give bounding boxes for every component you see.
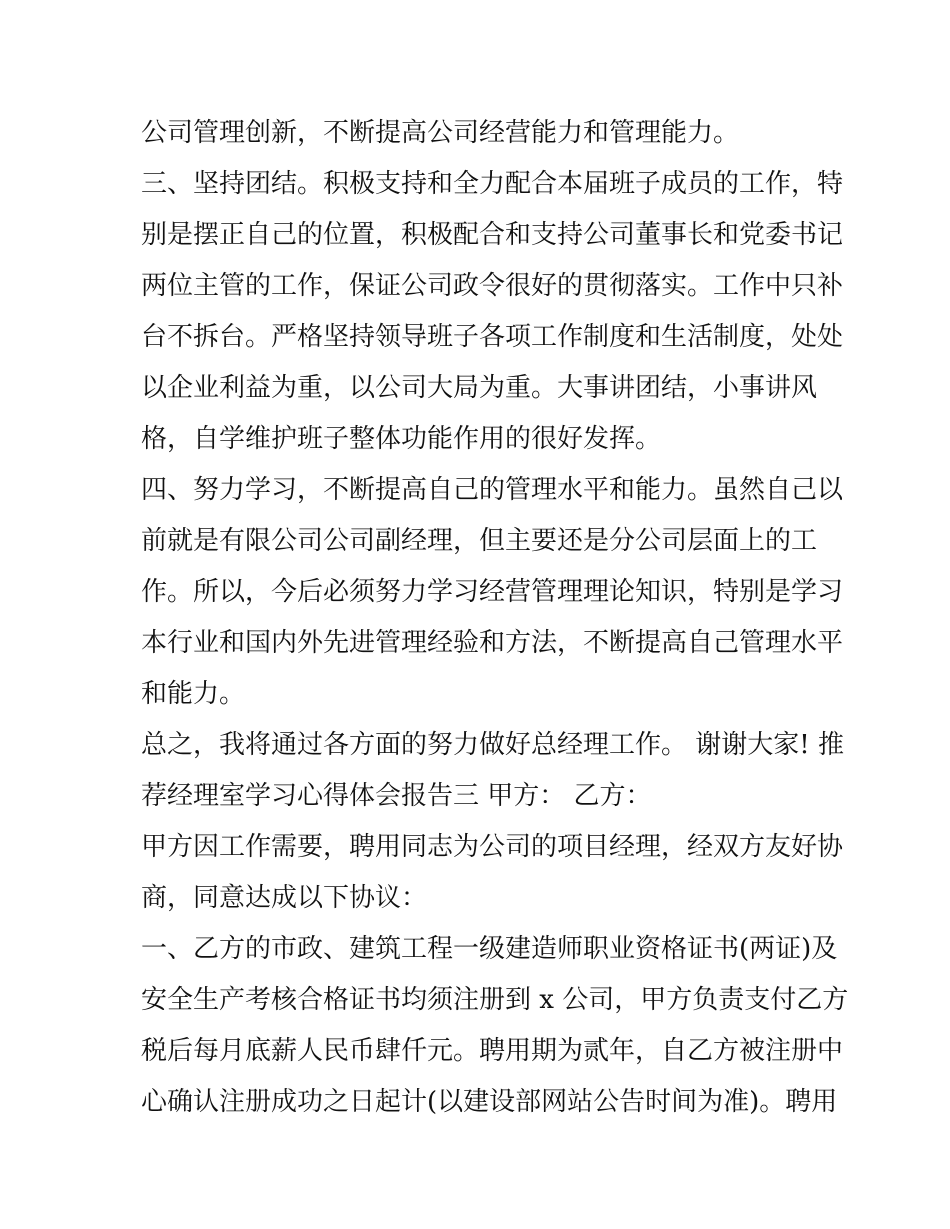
text-line: 甲方因工作需要，聘用同志为公司的项目经理，经双方友好协	[141, 832, 844, 862]
text-line: 台不拆台。严格坚持领导班子各项工作制度和生活制度，处处	[141, 322, 844, 352]
text-line: 税后每月底薪人民币肆仟元。聘用期为贰年，自乙方被注册中	[141, 1036, 844, 1066]
text-line: 荐经理室学习心得体会报告三 甲方： 乙方：	[141, 781, 652, 811]
text-line: 两位主管的工作，保证公司政令很好的贯彻落实。工作中只补	[141, 271, 844, 301]
text-line: 格，自学维护班子整体功能作用的很好发挥。	[141, 424, 662, 454]
text-line: 别是摆正自己的位置，积极配合和支持公司董事长和党委书记	[141, 220, 844, 250]
text-line: 三、坚持团结。积极支持和全力配合本届班子成员的工作，特	[141, 169, 844, 199]
text-line: 商，同意达成以下协议：	[141, 883, 428, 913]
text-line: 公司管理创新，不断提高公司经营能力和管理能力。	[141, 118, 740, 148]
document-body	[141, 108, 849, 1128]
text-line: 四、努力学习，不断提高自己的管理水平和能力。虽然自己以	[141, 475, 844, 505]
text-line: 和能力。	[141, 679, 246, 709]
text-line: 以企业利益为重，以公司大局为重。大事讲团结，小事讲风	[141, 373, 818, 403]
text-line: 前就是有限公司公司副经理，但主要还是分公司层面上的工	[141, 526, 818, 556]
text-line: 一、乙方的市政、建筑工程一级建造师职业资格证书(两证)及	[141, 934, 838, 964]
text-line: 作。所以，今后必须努力学习经营管理理论知识，特别是学习	[141, 577, 844, 607]
text-line: 安全生产考核合格证书均须注册到 x 公司，甲方负责支付乙方	[141, 985, 849, 1015]
text-line: 本行业和国内外先进管理经验和方法，不断提高自己管理水平	[141, 628, 844, 658]
text-line: 心确认注册成功之日起计(以建设部网站公告时间为准)。聘用	[141, 1087, 838, 1117]
text-line: 总之，我将通过各方面的努力做好总经理工作。 谢谢大家! 推	[141, 730, 844, 760]
